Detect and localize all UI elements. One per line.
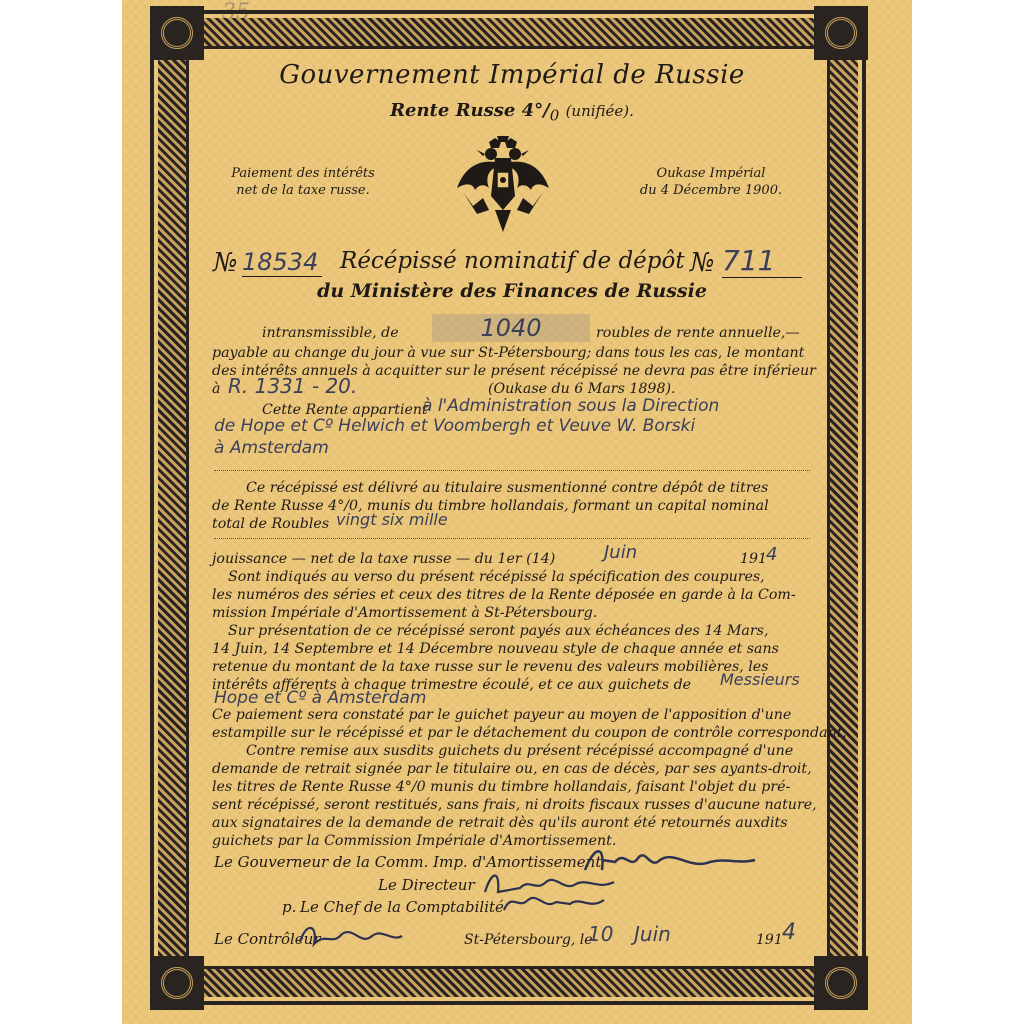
corner-ornament-top-left	[150, 6, 204, 60]
corner-ornament-bottom-left	[150, 956, 204, 1010]
rente-amount: 1040	[432, 314, 590, 342]
body-p21: les titres de Rente Russe 4°/0 munis du timbre hollandais, faisant l'objet du pré-	[212, 779, 791, 795]
receipt-title: Récépissé nominatif de dépôt	[340, 248, 685, 274]
body-p19: Contre remise aux susdits guichets du présent récépissé accompagné d'une	[246, 743, 794, 759]
body-p7: de Rente Russe 4°/0, munis du timbre hollandais, formant un capital nominal	[212, 498, 769, 514]
issue-day: 10	[588, 922, 614, 946]
guichet-name: Hope et Cº à Amsterdam	[214, 688, 427, 708]
body-p1-before: intransmissible, de	[262, 325, 399, 341]
receipt-number-right: 711	[722, 244, 802, 278]
interest-note-line-1: Paiement des intérêts	[231, 166, 375, 181]
jouissance-year-suffix: 4	[766, 544, 778, 565]
body-p14: 14 Juin, 14 Septembre et 14 Décembre nouveau style de chaque année et sans	[212, 641, 779, 657]
guichet-messieurs: Messieurs	[720, 670, 800, 689]
body-p3: des intérêts annuels à acquitter sur le présent récépissé ne devra pas être inférieur	[212, 363, 816, 379]
minimum-interest-amount: R. 1331 - 20.	[228, 374, 358, 398]
document-subtitle	[0, 100, 1024, 125]
body-p4-ref: (Oukase du 6 Mars 1898).	[488, 381, 676, 397]
number-label-left: №	[213, 248, 238, 278]
subtitle-sub: 0	[549, 106, 560, 125]
body-p8-prefix: total de Roubles	[212, 516, 330, 532]
jouissance-month: Juin	[604, 542, 638, 563]
capital-dotted-line	[214, 538, 810, 539]
body-p18: estampille sur le récépissé et par le détachement du coupon de contrôle correspondant.	[212, 725, 847, 741]
body-p4-prefix: à	[212, 381, 221, 397]
chef-prefix: p.	[282, 898, 297, 916]
pencil-mark: 35	[222, 0, 250, 25]
body-p1-after: roubles de rente annuelle,—	[596, 325, 800, 341]
owner-dotted-line	[214, 470, 810, 471]
issue-year-prefix: 191	[756, 932, 783, 948]
owner-line-1: à l'Administration sous la Direction	[422, 396, 720, 416]
body-p16-prefix: intérêts afférents à chaque trimestre écoulé, et ce aux guichets de	[212, 677, 692, 693]
receipt-number-left: 18534	[242, 248, 322, 277]
body-p13: Sur présentation de ce récépissé seront payés aux échéances des 14 Mars,	[228, 623, 769, 639]
issue-year-suffix: 4	[782, 920, 796, 945]
jouissance-year-prefix: 191	[740, 551, 768, 567]
chef-label: Le Chef de la Comptabilité	[300, 898, 504, 916]
document-title: Gouvernement Impérial de Russie	[279, 60, 745, 90]
interest-note	[228, 165, 378, 199]
body-p22: sent récépissé, seront restitués, sans frais, ni droits fiscaux russes d'aucune nature,	[212, 797, 817, 813]
body-p15: retenue du montant de la taxe russe sur le revenu des valeurs mobilières, les	[212, 659, 769, 675]
owner-line-2: de Hope et Cº Helwich et Voombergh et Veuve W. Borski	[214, 416, 696, 436]
corner-ornament-bottom-right	[814, 956, 868, 1010]
body-p12: mission Impériale d'Amortissement à St-Pétersbourg.	[212, 605, 598, 621]
body-p23: aux signataires de la demande de retrait dès qu'ils auront été retournés auxdits	[212, 815, 788, 831]
controller-signature	[296, 918, 406, 952]
body-p10: Sont indiqués au verso du présent récépissé la spécification des coupures,	[228, 569, 765, 585]
body-p2: payable au change du jour à vue sur St-Pétersbourg; dans tous les cas, le montant	[212, 345, 805, 361]
controller-label: Le Contrôleur	[214, 930, 321, 948]
body-p11: les numéros des séries et ceux des titres de la Rente déposée en garde à la Com-	[212, 587, 796, 603]
body-p17: Ce paiement sera constaté par le guichet payeur au moyen de l'apposition d'une	[212, 707, 792, 723]
body-p9-prefix: jouissance — net de la taxe russe — du 1er (14)	[212, 551, 556, 567]
decree-note-line-2: du 4 Décembre 1900.	[639, 183, 783, 198]
body-p24: guichets par la Commission Impériale d'Amortissement.	[212, 833, 617, 849]
owner-line-3: à Amsterdam	[214, 438, 329, 458]
body-p5-prefix: Cette Rente appartient	[262, 402, 428, 418]
capital-in-words: vingt six mille	[336, 510, 448, 529]
director-label: Le Directeur	[378, 876, 475, 894]
subtitle-note: (unifiée).	[565, 102, 634, 120]
governor-label: Le Gouverneur de la Comm. Imp. d'Amortissement	[214, 853, 602, 871]
ministry-name: du Ministère des Finances de Russie	[317, 280, 707, 302]
place-label: St-Pétersbourg, le	[464, 932, 593, 948]
decree-note-line-1: Oukase Impérial	[656, 166, 766, 181]
subtitle-main: Rente Russe 4°/	[390, 100, 550, 121]
imperial-eagle-emblem-icon	[455, 136, 551, 236]
decree-note	[636, 165, 786, 199]
chef-signature	[500, 888, 610, 918]
number-label-right: №	[690, 248, 715, 278]
corner-ornament-top-right	[814, 6, 868, 60]
body-p20: demande de retrait signée par le titulaire ou, en cas de décès, par ses ayants-droit,	[212, 761, 812, 777]
interest-note-line-2: net de la taxe russe.	[236, 183, 370, 198]
issue-month: Juin	[634, 922, 671, 946]
body-p6: Ce récépissé est délivré au titulaire susmentionné contre dépôt de titres	[246, 480, 769, 496]
